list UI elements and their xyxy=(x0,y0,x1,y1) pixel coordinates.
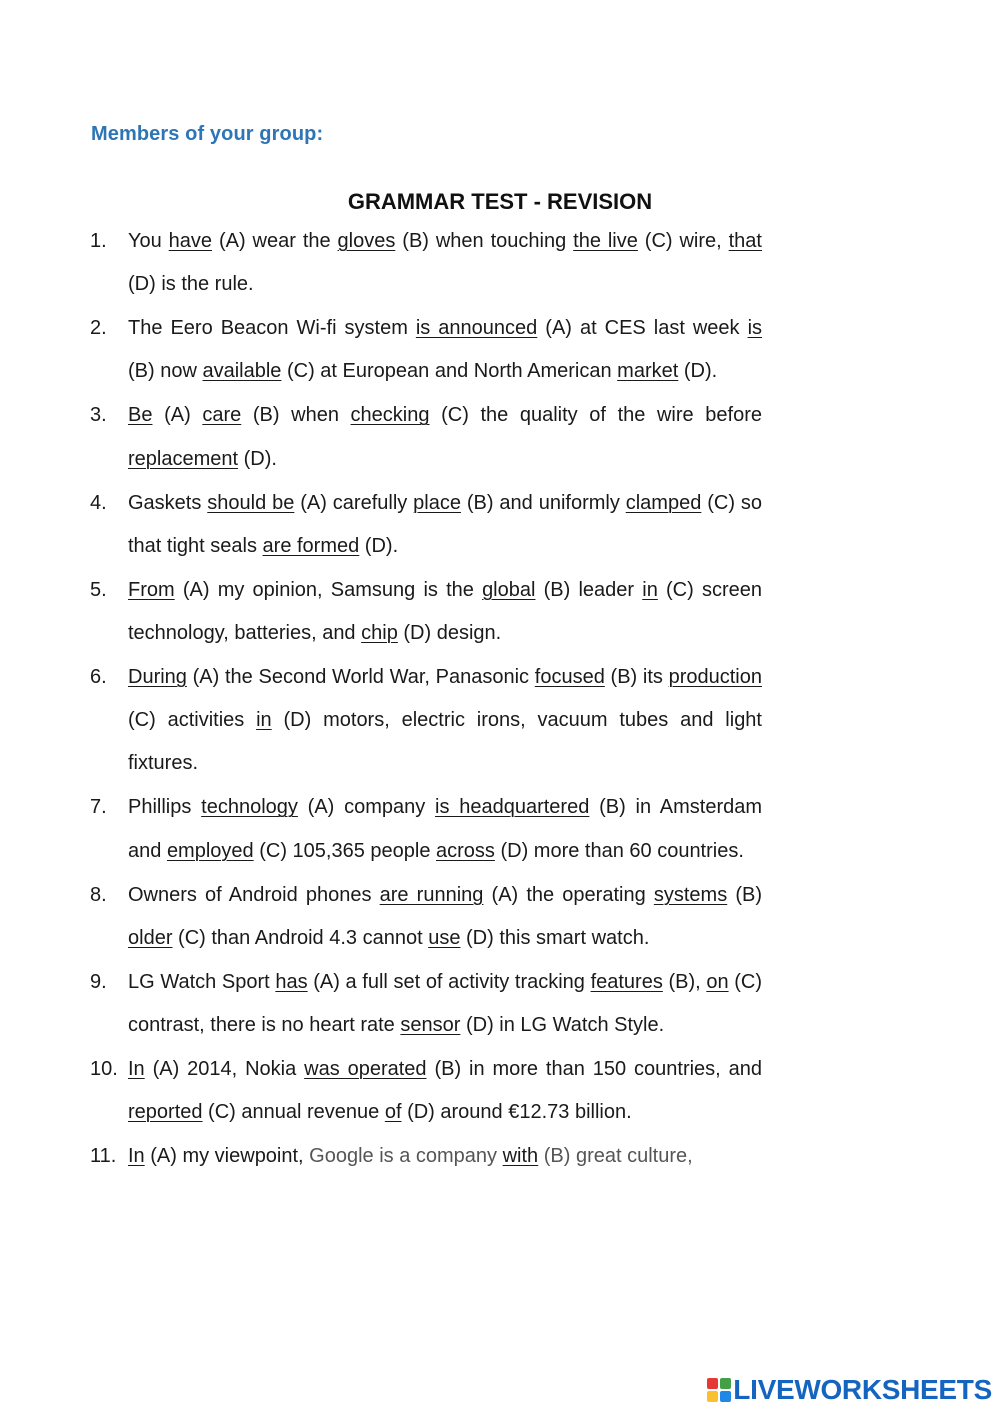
underlined-option: technology xyxy=(201,796,298,819)
question-number: 8. xyxy=(90,883,107,906)
underlined-option: systems xyxy=(653,883,728,906)
underlined-option: features xyxy=(590,970,663,993)
question-fragment: (C) screen technology, batteries, and xyxy=(128,578,762,645)
underlined-option: clamped xyxy=(625,491,702,514)
question-fragment: (D). xyxy=(359,534,399,557)
question-text xyxy=(128,579,762,644)
question-fragment: (A) at CES last week xyxy=(537,317,748,340)
page-title: GRAMMAR TEST - REVISION xyxy=(347,189,653,214)
underlined-option: has xyxy=(275,970,308,993)
question-text xyxy=(128,230,762,295)
underlined-option: are running xyxy=(379,883,484,906)
question-fragment: LG Watch Sport xyxy=(128,970,276,993)
question-text xyxy=(128,884,762,949)
logo-square xyxy=(720,1391,731,1402)
underlined-option: production xyxy=(668,666,762,689)
question-item xyxy=(90,482,762,568)
underlined-option: should be xyxy=(207,491,295,514)
underlined-option: gloves xyxy=(337,230,396,252)
underlined-option: is headquartered xyxy=(435,796,590,819)
question-fragment: (A) xyxy=(152,404,203,427)
question-number: 2. xyxy=(90,317,107,340)
question-number: 4. xyxy=(90,491,107,514)
question-fragment: (D) more than 60 countries. xyxy=(494,839,744,862)
underlined-option: are formed xyxy=(262,534,360,557)
question-number: 11. xyxy=(90,1145,117,1168)
question-fragment: (B) leader xyxy=(535,578,643,601)
underlined-option: was operated xyxy=(304,1058,427,1081)
underlined-option: care xyxy=(202,404,242,427)
question-fragment: (B) when xyxy=(241,404,351,427)
question-fragment: (D) in LG Watch Style. xyxy=(460,1014,665,1037)
question-number: 9. xyxy=(90,970,107,993)
members-label: Members of your group: xyxy=(91,123,324,145)
underlined-option: place xyxy=(413,491,461,514)
underlined-option: that xyxy=(728,230,762,252)
question-item xyxy=(90,394,762,480)
logo-square xyxy=(720,1378,731,1389)
underlined-option: older xyxy=(128,926,173,949)
question-fragment: (C) activities xyxy=(128,709,257,732)
underlined-option: is announced xyxy=(415,317,538,340)
question-fragment: (D) is the rule. xyxy=(128,273,254,296)
question-fragment: (B) now xyxy=(128,360,203,383)
question-fragment: (A) carefully xyxy=(294,491,414,514)
question-item xyxy=(90,220,762,306)
underlined-option: of xyxy=(384,1101,402,1124)
question-number: 1. xyxy=(90,230,107,252)
question-item xyxy=(90,307,762,393)
question-text xyxy=(128,1058,762,1123)
question-fragment: (C) wire, xyxy=(637,230,729,252)
question-fragment: (B) when touching xyxy=(395,230,574,252)
underlined-option: is xyxy=(747,317,763,340)
question-number: 10. xyxy=(90,1058,118,1081)
underlined-option: In xyxy=(128,1145,145,1168)
question-fragment: (C) contrast, there is no heart rate xyxy=(128,970,762,1037)
question-fragment: (B) great culture, xyxy=(538,1145,693,1168)
underlined-option: In xyxy=(128,1058,145,1081)
question-fragment: (B), xyxy=(662,970,707,993)
logo-square xyxy=(707,1378,718,1389)
question-text xyxy=(128,1145,693,1167)
underlined-option: reported xyxy=(128,1101,203,1124)
question-fragment: (C) the quality of the wire before xyxy=(429,404,762,427)
underlined-option: global xyxy=(482,578,536,601)
question-text xyxy=(128,317,762,382)
question-fragment: (A) a full set of activity tracking xyxy=(307,970,591,993)
question-item xyxy=(90,786,762,872)
question-fragment: (C) annual revenue xyxy=(202,1101,385,1124)
question-fragment: (A) the Second World War, Panasonic xyxy=(186,666,535,689)
underlined-option: checking xyxy=(350,404,430,427)
question-number: 5. xyxy=(90,578,107,601)
underlined-option: in xyxy=(256,709,272,732)
question-fragment: The Eero Beacon Wi-fi system xyxy=(128,317,416,340)
question-item xyxy=(90,1135,762,1178)
underlined-option: replacement xyxy=(128,447,239,470)
question-fragment: (A) my viewpoint, xyxy=(144,1145,310,1168)
question-item xyxy=(90,1048,762,1134)
question-fragment: (A) my opinion, Samsung is the xyxy=(174,578,483,601)
underlined-option: From xyxy=(128,578,175,601)
question-fragment: (D) around €12.73 billion. xyxy=(401,1101,632,1124)
question-fragment: (D) design. xyxy=(397,622,502,645)
question-item xyxy=(90,569,762,655)
liveworksheets-logo-icon xyxy=(707,1378,731,1402)
question-fragment: (B) xyxy=(727,883,763,906)
question-fragment: (C) 105,365 people xyxy=(253,839,436,862)
question-fragment: You xyxy=(128,230,169,252)
underlined-option: employed xyxy=(166,839,254,862)
question-fragment: (A) company xyxy=(297,796,436,819)
question-fragment: (D) motors, electric irons, vacuum tubes and light fixtures. xyxy=(128,709,762,775)
underlined-option: focused xyxy=(534,666,605,689)
underlined-option: the live xyxy=(573,230,638,252)
underlined-option: with xyxy=(502,1145,539,1168)
question-fragment: (B) and uniformly xyxy=(460,491,626,514)
underlined-option: Be xyxy=(128,404,153,427)
question-fragment: (D) this smart watch. xyxy=(460,926,650,949)
question-fragment: (A) 2014, Nokia xyxy=(144,1058,305,1081)
underlined-option: chip xyxy=(361,622,398,645)
question-text xyxy=(128,666,762,774)
question-fragment: (D). xyxy=(678,360,718,383)
question-fragment: (B) in Amsterdam and xyxy=(128,796,763,862)
question-fragment: (A) wear the xyxy=(212,230,338,252)
question-number: 7. xyxy=(90,796,107,819)
question-item xyxy=(90,874,762,960)
underlined-option: on xyxy=(706,970,729,993)
question-item xyxy=(90,656,762,786)
underlined-option: During xyxy=(128,666,187,689)
question-number: 6. xyxy=(90,666,107,689)
underlined-option: in xyxy=(642,578,658,601)
question-text xyxy=(128,404,762,469)
question-text xyxy=(128,971,762,1036)
underlined-option: use xyxy=(428,926,461,949)
question-list xyxy=(90,220,762,1179)
question-text xyxy=(128,492,762,557)
question-fragment: Owners of Android phones xyxy=(128,883,380,906)
underlined-option: available xyxy=(202,360,282,383)
question-fragment: (A) the operating xyxy=(483,883,654,906)
logo-square xyxy=(707,1391,718,1402)
underlined-option: market xyxy=(617,360,679,383)
question-fragment: Phillips xyxy=(128,796,202,819)
question-fragment: (C) at European and North American xyxy=(281,360,618,383)
underlined-option: sensor xyxy=(400,1014,461,1037)
question-text xyxy=(128,796,762,861)
question-fragment: (D). xyxy=(238,447,277,470)
question-fragment: (B) in more than 150 countries, and xyxy=(426,1058,762,1081)
underlined-option: have xyxy=(168,230,213,252)
underlined-option: across xyxy=(436,839,495,862)
question-fragment: (C) than Android 4.3 cannot xyxy=(172,926,429,949)
question-fragment: (B) its xyxy=(604,666,669,689)
brand-watermark xyxy=(707,1374,992,1406)
question-item xyxy=(90,961,762,1047)
question-fragment: (C) so that tight seals xyxy=(128,491,763,557)
brand-name: LIVEWORKSHEETS xyxy=(733,1374,992,1405)
question-number: 3. xyxy=(90,404,107,427)
question-fragment: Gaskets xyxy=(128,491,208,514)
question-fragment: Google is a company xyxy=(309,1145,503,1168)
